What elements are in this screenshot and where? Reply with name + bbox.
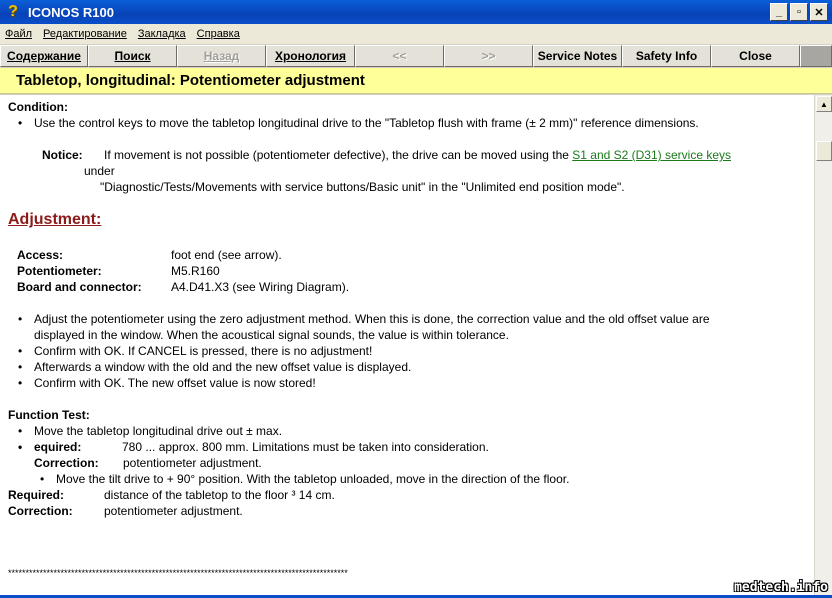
- toolbar-spacer: [800, 45, 832, 67]
- adjustment-step-3: • Afterwards a window with the old and the new offset value is displayed.: [34, 359, 411, 375]
- history-button[interactable]: Хронология: [266, 45, 355, 67]
- menu-help[interactable]: Справка: [196, 28, 240, 40]
- adjustment-step-4: • Confirm with OK. The new offset value is now stored!: [34, 375, 316, 391]
- notice-text: [104, 147, 731, 163]
- page-title: Tabletop, longitudinal: Potentiometer adjustment: [0, 68, 832, 94]
- back-button[interactable]: Назад: [177, 45, 266, 67]
- condition-label: Condition:: [8, 100, 68, 114]
- window-controls: [770, 3, 828, 21]
- notice-label: Notice:: [42, 148, 83, 162]
- minimize-button[interactable]: _: [770, 3, 788, 21]
- watermark: medtech.info: [734, 580, 828, 595]
- function-test-label: Function Test:: [8, 408, 90, 422]
- adjustment-title: Adjustment:: [8, 211, 102, 228]
- adjustment-step-2: • Confirm with OK. If CANCEL is pressed, there is no adjustment!: [34, 343, 372, 359]
- notice-text-body: If movement is not possible (potentiometer defective), the drive can be moved using the: [104, 148, 569, 162]
- service-keys-link[interactable]: S1 and S2 (D31) service keys: [572, 148, 732, 162]
- next-button[interactable]: >>: [444, 45, 533, 67]
- separator: *************************************************************************************************: [8, 568, 348, 578]
- function-test-bullet-2: • Move the tilt drive to + 90° position. With the tabletop unloaded, move in the direction of the floor.: [56, 471, 569, 487]
- close-window-button[interactable]: ✕: [810, 3, 828, 21]
- content-pane: [0, 95, 814, 595]
- access-value: foot end (see arrow).: [171, 248, 282, 262]
- safety-info-button[interactable]: Safety Info: [622, 45, 711, 67]
- required-2-label: Required:: [8, 488, 65, 502]
- potentiometer-label: Potentiometer:: [17, 264, 102, 278]
- help-question-icon: ?: [8, 3, 18, 20]
- required-1-value: 780 ... approx. 800 mm. Limitations must be taken into consideration.: [122, 440, 489, 454]
- vertical-scrollbar[interactable]: [814, 95, 832, 595]
- toolbar: [0, 44, 832, 68]
- window-title: ICONOS R100: [28, 4, 114, 20]
- service-notes-button[interactable]: Service Notes: [533, 45, 622, 67]
- search-button[interactable]: Поиск: [88, 45, 177, 67]
- notice-under: under: [84, 164, 115, 178]
- prev-button[interactable]: <<: [355, 45, 444, 67]
- menu-bookmark[interactable]: Закладка: [137, 28, 186, 40]
- scroll-thumb[interactable]: [816, 141, 832, 161]
- title-bar: [0, 0, 832, 24]
- potentiometer-value: M5.R160: [171, 264, 220, 278]
- correction-1-value: potentiometer adjustment.: [123, 456, 262, 470]
- adjustment-step-1-cont: displayed in the window. When the acoustical signal sounds, the value is within tolerance.: [34, 328, 509, 342]
- adjustment-step-1: • Adjust the potentiometer using the zero adjustment method. When this is done, the correction value and the old offset value are: [34, 311, 710, 327]
- correction-2-value: potentiometer adjustment.: [104, 504, 243, 518]
- required-2-value: distance of the tabletop to the floor ³ 14 cm.: [104, 488, 335, 502]
- function-test-bullet-1: • Move the tabletop longitudinal drive out ± max.: [34, 423, 282, 439]
- board-value: A4.D41.X3 (see Wiring Diagram).: [171, 280, 350, 294]
- board-label: Board and connector:: [17, 280, 142, 294]
- menu-bar: [0, 24, 832, 44]
- correction-1-label: Correction:: [34, 456, 99, 470]
- required-1-label: • equired:: [34, 439, 81, 455]
- menu-file[interactable]: Файл: [5, 28, 33, 40]
- menu-edit[interactable]: Редактирование: [43, 28, 127, 40]
- condition-bullet: • Use the control keys to move the tabletop longitudinal drive to the "Tabletop flush with frame (± 2 mm)" reference dimensions.: [34, 115, 699, 131]
- access-label: Access:: [17, 248, 64, 262]
- close-button[interactable]: Close: [711, 45, 800, 67]
- maximize-button[interactable]: ▫: [790, 3, 808, 21]
- notice-path: "Diagnostic/Tests/Movements with service buttons/Basic unit" in the "Unlimited end position mode".: [100, 180, 625, 194]
- contents-button[interactable]: Содержание: [0, 45, 88, 67]
- scroll-up-arrow-icon[interactable]: ▲: [816, 96, 832, 112]
- correction-2-label: Correction:: [8, 504, 73, 518]
